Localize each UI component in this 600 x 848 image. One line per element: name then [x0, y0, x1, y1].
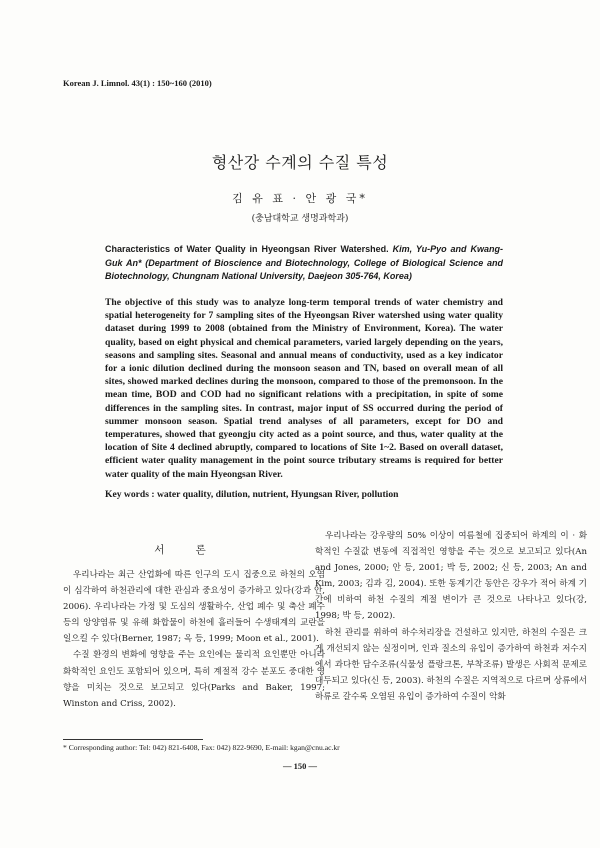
- paragraph: 하천 관리를 위하여 하수처리장을 건설하고 있지만, 하천의 수질은 크게 개선되지 않는 실정이며, 인과 질소의 유입이 증가하여 하천과 저수지에서 과다한 담수조류(식물성 플랑크톤, 부착조류) 발생은 사회적 문제로 대두되고 있다(신 등, 2003). 하천의 수질은 지역적으로 다르며 상류에서 하류로 갈수록 오염된 유입이 증가하여 수질이 악화: [315, 627, 587, 702]
- paragraph: 우리나라는 강우량의 50% 이상이 여름철에 집중되어 하계의 이 · 화학적인 수질값 변동에 직접적인 영향을 주는 것으로 보고되고 있다(An and Jones, 2000; 안 등, 2001; 박 등, 2002; 신 등, 2003; An and Kim, 2003; 김과 김, 2004). 또한 동계기간 동안은 강우가 적어 하계 기간에 비하여 하천 수질의 계절 변이가 큰 것으로 나타나고 있다(강, 1998; 박 등, 2002).: [315, 531, 587, 622]
- keywords: Key words : water quality, dilution, nutrient, Hyungsan River, pollution: [105, 489, 399, 500]
- left-column: [63, 567, 325, 712]
- paper-title: 형산강 수계의 수질 특성: [211, 153, 389, 172]
- english-authors-affiliation: Kim, Yu-Pyo and Kwang-Guk An* (Department of Bioscience and Biotechnology, College of Biological Science and Biotechnology, Chungnam National University, Daejeon 305-764, Korea): [105, 244, 503, 281]
- right-column: [315, 528, 587, 705]
- section-title-introduction: 서 론: [154, 544, 220, 556]
- paragraph: 수질 환경의 변화에 영향을 주는 요인에는 물리적 요인뿐만 아니라 화학적인 요인도 포함되어 있으며, 특히 계절적 강수 분포도 중대한 영향을 미치는 것으로 보고되고 있다(Parks and Baker, 1997; Winston and Criss, 2002).: [63, 650, 325, 709]
- footnote: * Corresponding author: Tel: 042) 821-6408, Fax: 042) 822-9690, E-mail: kgan@cnu.ac.kr: [63, 743, 340, 752]
- paragraph: 우리나라는 최근 산업화에 따른 인구의 도시 집중으로 하천의 오염이 심각하여 하천관리에 대한 관심과 중요성이 증가하고 있다(강과 안, 2006). 우리나라는 가정 및 도심의 생활하수, 산업 폐수 및 축산 폐수 등의 앙양염류 및 유해 화합물이 하천에 흘러들어 수생태계의 교란을 일으킬 수 있다(Berner, 1987; 옥 등, 1999; Moon et al., 2001).: [63, 570, 325, 645]
- english-title-block: [105, 243, 503, 284]
- page-number: — 150 —: [283, 761, 317, 771]
- journal-citation: Korean J. Limnol. 43(1) : 150~160 (2010): [63, 78, 212, 88]
- affiliation: (충남대학교 생명과학과): [251, 214, 349, 224]
- authors: 김 유 표 · 안 광 국*: [232, 192, 368, 205]
- footnote-divider: [63, 739, 203, 740]
- english-title: Characteristics of Water Quality in Hyeongsan River Watershed.: [105, 244, 389, 254]
- abstract: The objective of this study was to analyze long-term temporal trends of water chemistry and spatial heterogeneity for 7 sampling sites of the Hyeongsan River watershed using water quality dataset during 1999 to 2008 (obtained from the Ministry of Environment, Korea). The water quality, based on eight physical and chemical parameters, varied largely depending on the years, seasons and sampling sites. Seasonal and annual means of conductivity, used as a key indicator for a ionic dilution declined during the monsoon season and TN, based on overall mean of all sites, showed marked declines during the monsoon, compared to those of the premonsoon. In the mean time, BOD and COD had no significant relations with a precipitation, in spite of some differences in the sampling sites. In contrast, major input of SS occurred during the period of summer monsoon season. Spatial trend analyses of all parameters, except for DO and temperatures, showed that gyeongju city acted as a point source, and thus, water quality at the location of Site 4 declined abruptly, compared to locations of Site 1~2. Based on overall dataset, efficient water quality management in the point source tributary streams is required for better water quality of the main Hyeongsan River.: [105, 297, 503, 480]
